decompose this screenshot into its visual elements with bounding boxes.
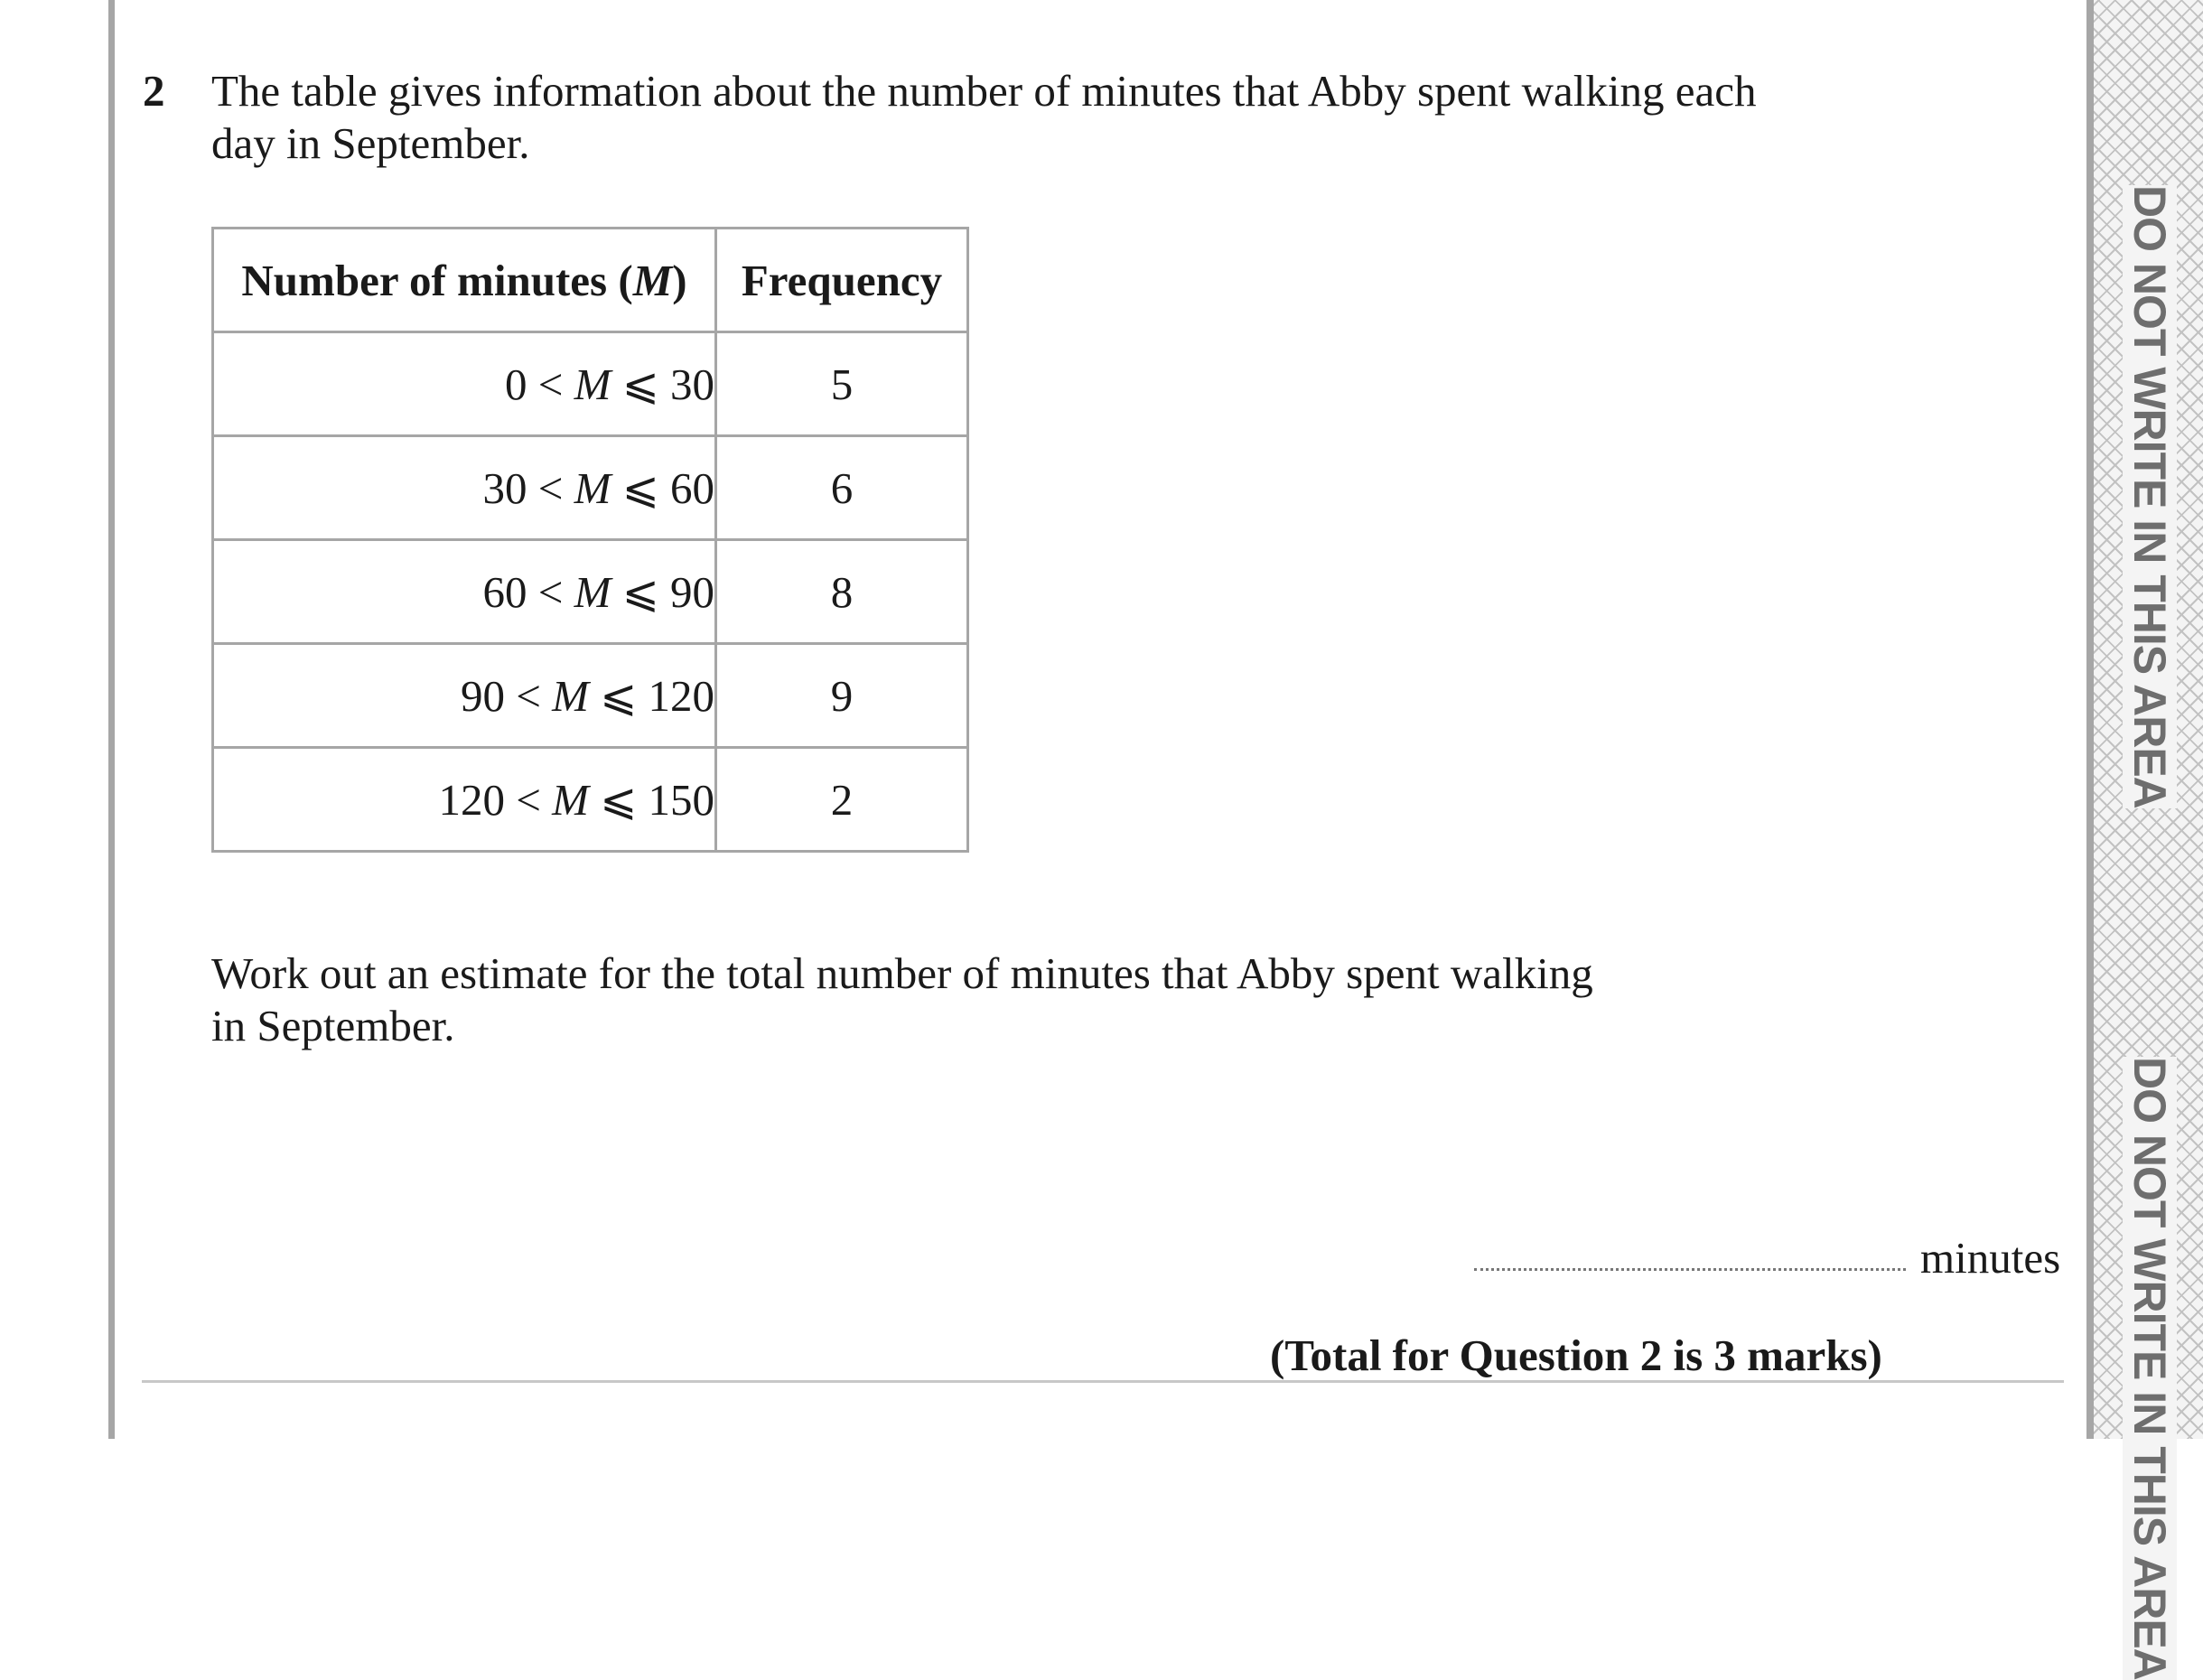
header-number-of-minutes [213, 229, 716, 332]
table-header-row [213, 229, 968, 332]
frequency-cell: 9 [716, 644, 968, 748]
interval-cell [213, 748, 716, 852]
frequency-table [211, 227, 969, 853]
answer-unit: minutes [1920, 1233, 2061, 1283]
margin-warning-bottom: DO NOT WRITE IN THIS AREA [2124, 1057, 2175, 1680]
table-row [213, 332, 968, 436]
answer-line[interactable] [1474, 1268, 1906, 1271]
instruction-line-2: in September. [211, 1001, 455, 1050]
header-frequency: Frequency [716, 229, 968, 332]
question-intro [211, 65, 1837, 170]
question-divider [142, 1380, 2064, 1383]
interval-upper: ⩽ 60 [621, 462, 714, 513]
interval-upper: ⩽ 120 [600, 670, 714, 721]
header-minutes-prefix: Number of minutes ( [241, 255, 633, 305]
question-intro-line-2: day in September. [211, 118, 530, 168]
interval-lower: 0 < [504, 359, 564, 409]
frequency-cell: 2 [716, 748, 968, 852]
margin-warning-top: DO NOT WRITE IN THIS AREA [2124, 185, 2175, 808]
interval-upper: ⩽ 90 [621, 566, 714, 617]
interval-variable: M [552, 774, 589, 825]
interval-cell [213, 332, 716, 436]
page-border-right [2086, 0, 2094, 1439]
interval-variable: M [574, 462, 611, 513]
interval-variable: M [574, 566, 611, 617]
interval-variable: M [552, 670, 589, 721]
interval-lower: 60 < [482, 566, 564, 617]
interval-lower: 120 < [438, 774, 541, 825]
interval-lower: 30 < [482, 462, 564, 513]
total-marks: (Total for Question 2 is 3 marks) [1270, 1330, 1882, 1380]
table-row [213, 748, 968, 852]
page-border-left [108, 0, 115, 1439]
interval-upper: ⩽ 30 [621, 359, 714, 409]
frequency-cell: 8 [716, 540, 968, 644]
interval-cell [213, 540, 716, 644]
interval-variable: M [574, 359, 611, 409]
table-row [213, 644, 968, 748]
frequency-cell: 6 [716, 436, 968, 540]
question-intro-line-1: The table gives information about the number of minutes that Abby spent walking each [211, 66, 1757, 116]
frequency-cell: 5 [716, 332, 968, 436]
interval-cell [213, 644, 716, 748]
question-number: 2 [143, 66, 165, 116]
instruction-line-1: Work out an estimate for the total number of minutes that Abby spent walking [211, 948, 1593, 998]
table-row [213, 540, 968, 644]
interval-cell [213, 436, 716, 540]
header-minutes-variable: M [632, 255, 673, 305]
interval-upper: ⩽ 150 [600, 774, 714, 825]
table-row [213, 436, 968, 540]
interval-lower: 90 < [460, 670, 541, 721]
question-instruction [211, 947, 1837, 1052]
header-minutes-suffix: ) [672, 255, 687, 305]
